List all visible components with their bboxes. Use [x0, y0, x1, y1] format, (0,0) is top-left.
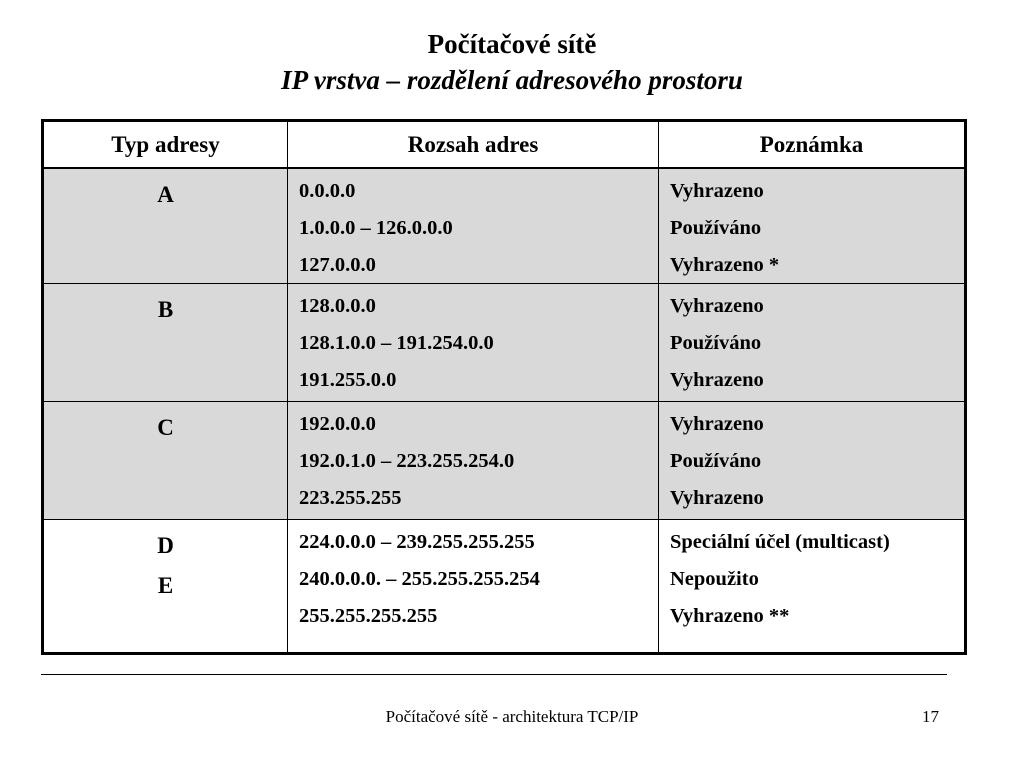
note-line: Vyhrazeno — [670, 295, 764, 317]
header-range: Rozsah adres — [288, 122, 659, 169]
note-line: Používáno — [670, 217, 762, 239]
footer-divider — [41, 674, 947, 675]
slide-title-block — [0, 26, 1024, 98]
note-line: Vyhrazeno — [670, 487, 764, 509]
row-de-notes — [659, 520, 964, 652]
slide-title: Počítačové sítě — [427, 29, 597, 59]
row-b-type — [44, 284, 288, 402]
range-line: 0.0.0.0 — [299, 180, 356, 202]
range-line: 191.255.0.0 — [299, 369, 397, 391]
range-line: 223.255.255 — [299, 487, 402, 509]
header-type: Typ adresy — [44, 122, 288, 169]
note-line: Používáno — [670, 332, 762, 354]
note-line: Používáno — [670, 450, 762, 472]
note-line: Vyhrazeno — [670, 369, 764, 391]
note-line: Vyhrazeno — [670, 413, 764, 435]
page-number: 17 — [922, 707, 939, 726]
row-b-notes — [659, 284, 964, 402]
header-note: Poznámka — [659, 122, 964, 169]
address-space-table — [41, 119, 967, 655]
row-c-type — [44, 402, 288, 520]
type-label: B — [157, 297, 174, 322]
range-line: 192.0.1.0 – 223.255.254.0 — [299, 450, 515, 472]
range-line: 128.0.0.0 — [299, 295, 376, 317]
range-line: 128.1.0.0 – 191.254.0.0 — [299, 332, 494, 354]
row-c-notes — [659, 402, 964, 520]
row-a-notes — [659, 169, 964, 284]
note-line: Vyhrazeno ** — [670, 605, 790, 627]
row-c-ranges — [288, 402, 659, 520]
note-line: Nepoužito — [670, 568, 759, 590]
range-line: 127.0.0.0 — [299, 254, 376, 276]
type-label: E — [157, 573, 174, 598]
range-line: 240.0.0.0. – 255.255.255.254 — [299, 568, 540, 590]
note-line: Vyhrazeno * — [670, 254, 780, 276]
note-line: Vyhrazeno — [670, 180, 764, 202]
range-line: 224.0.0.0 – 239.255.255.255 — [299, 531, 535, 553]
slide-subtitle: IP vrstva – rozdělení adresového prostoru — [281, 65, 743, 95]
row-de-ranges — [288, 520, 659, 652]
row-b-ranges — [288, 284, 659, 402]
type-label: D — [157, 533, 174, 558]
note-line: Speciální účel (multicast) — [670, 531, 890, 553]
range-line: 192.0.0.0 — [299, 413, 376, 435]
row-de-type — [44, 520, 288, 652]
row-a-type — [44, 169, 288, 284]
type-label: A — [157, 182, 174, 207]
row-a-ranges — [288, 169, 659, 284]
type-label: C — [157, 415, 174, 440]
range-line: 255.255.255.255 — [299, 605, 438, 627]
footer-caption: Počítačové sítě - architektura TCP/IP — [385, 707, 639, 726]
range-line: 1.0.0.0 – 126.0.0.0 — [299, 217, 453, 239]
